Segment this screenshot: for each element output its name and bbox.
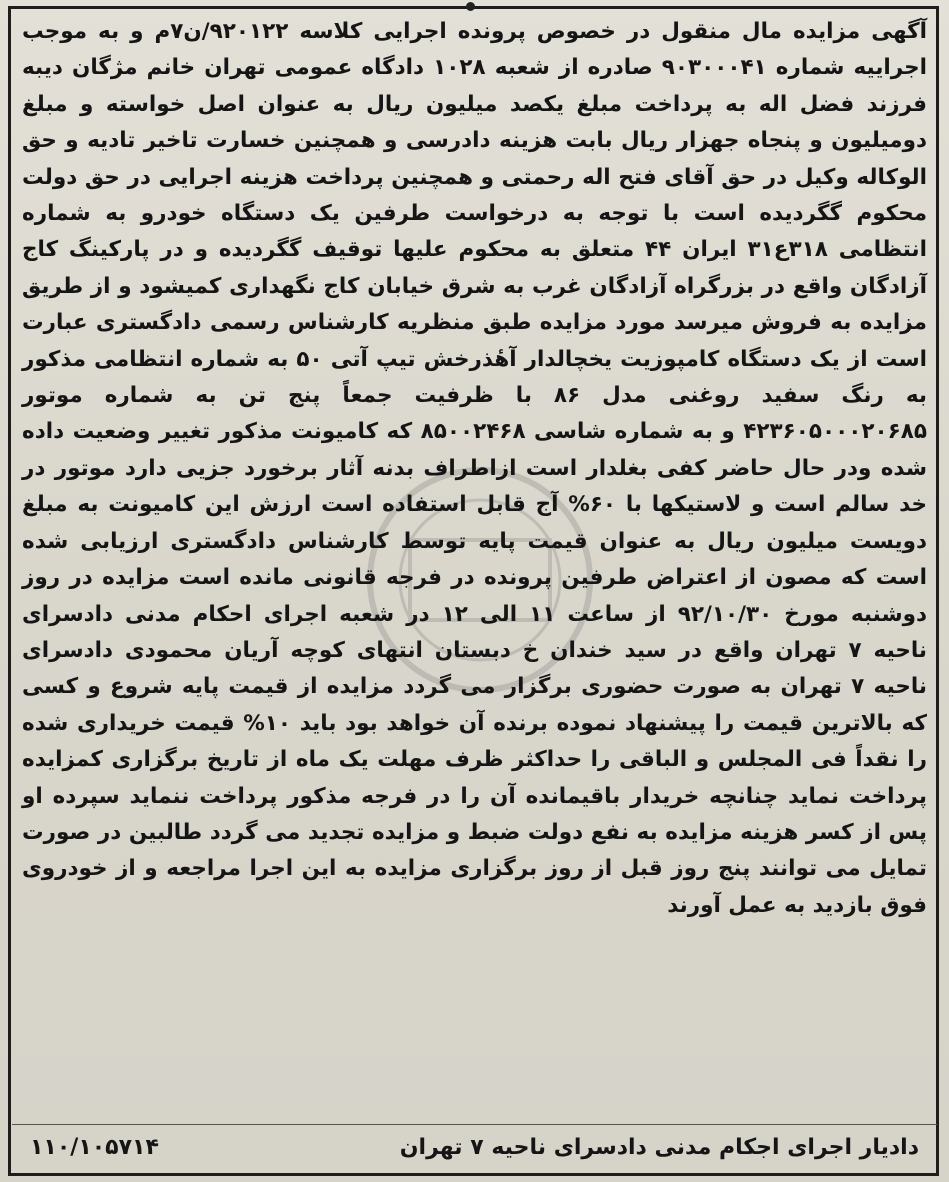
footer-divider — [12, 1124, 937, 1125]
notice-footer — [30, 1127, 919, 1167]
footer-signature: دادیار اجرای اجکام مدنی دادسرای ناحیه ۷ تهران — [399, 1134, 919, 1160]
auction-notice-text: آگهی مزایده مال منقول در خصوص پرونده اجرایی کلاسه ۹۲۰۱۲۲/ن۷م و به موجب اجراییه شماره ۹۰۳۰۰۰۴۱ صادره از شعبه ۱۰۲۸ دادگاه عمومی تهران خانم مژگان دیبه فرزند فضل اله به پرداخت مبلغ یکصد میلیون ریال به عنوان اصل خواسته و مبلغ دومیلیون و پنجاه جهزار ریال بابت هزینه دادرسی و همچنین خسارت تاخیر تادیه و حق الوکاله وکیل در حق آقای فتح اله رحمتی و همچنین پرداخت هزینه اجرایی در حق دولت محکوم گگردیده است با توجه به درخواست طرفین یک دستگاه خودرو به شماره انتظامی ۳۱۸ع۳۱ ایران ۴۴ متعلق به محکوم علیها توقیف گگردیده و در پارکینگ کاج آزادگان واقع در بزرگراه آزادگان غرب به شرق خیابان کاج نگهداری کمیشود و از طریق مزایده به فروش میرسد مورد مزایده طبق منظریه کارشناس رسمی دادگستری عبارت است از یک دستگاه کامپوزیت یخچالدار آهٔذرخش تیپ آتی ۵۰ به شماره انتظامی مذکور به رنگ سفید روغنی مدل ۸۶ با ظرفیت جمعاً پنج تن به شماره موتور ۴۲۳۶۰۵۰۰۰۲۰۶۸۵ و به شماره شاسی ۸۵۰۰۲۴۶۸ که کامیونت مذکور تغییر وضعیت داده شده ودر حال حاضر کفی بغلدار است ازاطراف بدنه آثار برخورد جزیی دارد موتور در خد سالم است و لاستیکها با ۶۰% آج قابل استفاده است ارزش این کامیونت به مبلغ دویست میلیون ریال به عنوان قیمت پایه توسط کارشناس دادگستری ارزیابی شده است که مصون از اعتراض طرفین پرونده در فرجه قانونی مانده است مزایده در روز دوشنبه مورخ ۹۲/۱۰/۳۰ از ساعت ۱۱ الی ۱۲ در شعبه اجرای احکام مدنی دادسرای ناحیه ۷ تهران واقع در سید خندان خ دبستان انتهای کوچه آریان محمودی دادسرای ناحیه ۷ تهران به صورت حضوری برگزار می گردد مزایده از قیمت پایه شروع و کسی که بالاترین قیمت را پیشنهاد نموده برنده آن خواهد بود باید ۱۰% قیمت خریداری شده را نقداً فی المجلس و الباقی را حداکثر ظرف مهلت یک ماه از تاریخ برگزاری کمزایده پرداخت نماید چنانچه خریدار باقیمانده آن را در فرجه مذکور پرداخت ننماید سپرده او پس از کسر هزینه مزایده به نفع دولت ضبط و مزایده تجدید می گردد طالبین در صورت تمایل می توانند پنج روز قبل از روز برگزاری مزایده به این اجرا مراجعه و از خودروی فوق بازدید به عمل آورند — [22, 19, 928, 918]
top-mark — [466, 2, 475, 11]
footer-code: ۱۱۰/۱۰۵۷۱۴ — [30, 1134, 159, 1160]
